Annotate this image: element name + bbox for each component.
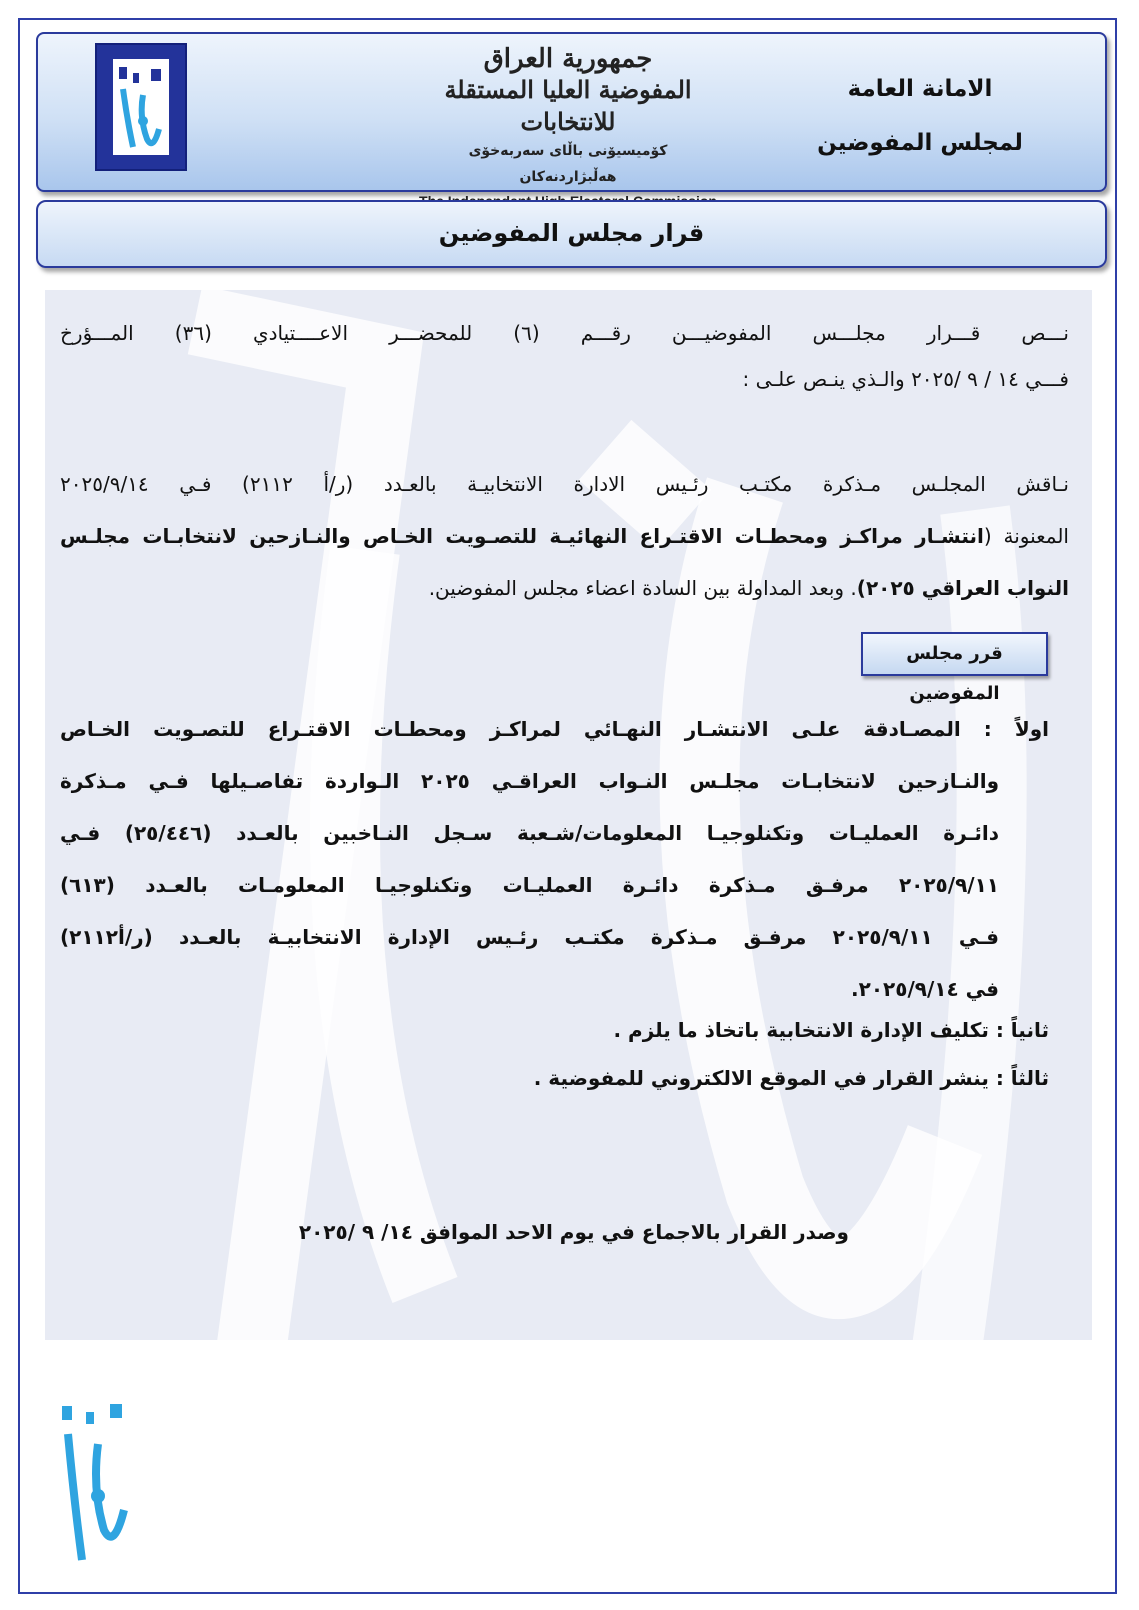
discussion-paragraph: [60, 458, 1069, 614]
item1-line-1: اولاً : المصـادقة علـى الانتشـار النهـائي لمراكـز ومحطـات الاقتـراع للتصـويت الخـاص: [60, 717, 1049, 741]
item1-line-2: والنـازحين لانتخابـات مجلـس النـواب العراقـي ٢٠٢٥ الـواردة تفاصـيلها فـي مـذكرة: [60, 769, 1000, 793]
item1-line-6: في ٢٠٢٥/٩/١٤.: [851, 977, 999, 1001]
discussion-line-3: [60, 562, 1069, 614]
item1-line-5: فـي ٢٠٢٥/٩/١١ مرفـق مـذكرة مكتـب رئـيس الإدارة الانتخابيـة بالعـدد (ر/أ٢١١٢): [60, 925, 999, 949]
item1-line-4: ٢٠٢٥/٩/١١ مرفـق مـذكرة دائـرة العمليـات وتكنلوجيـا المعلومـات بالعـدد (٦١٣): [60, 873, 999, 897]
discussion-line-2-prefix: المعنونة (: [983, 524, 1069, 548]
discussion-line-1: نـاقش المجلـس مـذكرة مكتـب رئـيس الادارة الانتخابيـة بالعـدد (ر/أ ٢١١٢) فـي ٢٠٢٥/٩/١٤: [60, 472, 1069, 496]
intro-line-2: فـــي ١٤ / ٩ /٢٠٢٥ والـذي ينـص علـى :: [742, 367, 1069, 391]
emblem-commission-kurdish: كۆمیسیۆنی باڵای سەربەخۆی هەڵبژاردنەکان: [468, 143, 668, 185]
header-title-line1: الامانة العامة: [847, 76, 993, 102]
commission-emblem: [418, 44, 718, 185]
decision-item-first: [60, 703, 1049, 1015]
discussion-line-3-suffix: . وبعد المداولة بين السادة اعضاء مجلس المفوضين.: [428, 576, 857, 600]
item1-line-3: دائـرة العمليـات وتكنلوجيـا المعلومات/شـعبة سـجل النـاخبين بالعـدد (٢٥/٤٤٦) فـي: [60, 821, 999, 845]
decision-item-second: ثانياً : تكليف الإدارة الانتخابية باتخاذ ما يلزم .: [613, 1018, 1049, 1042]
discussion-subject-end: النواب العراقي ٢٠٢٥): [856, 576, 1069, 600]
logo-figure-icon: [113, 59, 169, 155]
header-title-line2: لمجلس المفوضين: [817, 130, 1023, 156]
discussion-line-2: [60, 510, 1069, 562]
emblem-commission-arabic: المفوضية العليا المستقلة للانتخابات: [444, 75, 692, 136]
intro-paragraph: [60, 310, 1069, 402]
emblem-country: جمهورية العراق: [483, 44, 653, 74]
corner-logo-icon: [52, 1400, 142, 1570]
page-title: قرار مجلس المفوضين: [36, 200, 1107, 268]
decision-heading: قرر مجلس المفوضين: [861, 632, 1048, 676]
letterhead: [36, 32, 1107, 192]
commission-logo: [95, 43, 187, 171]
intro-line-1: نـــص قـــرار مجلـــس المفوضيـــن رقـــم (٦) للمحضـــر الاعــــتيادي (٣٦) المـــؤرخ: [60, 321, 1069, 345]
discussion-subject: انتشـار مراكـز ومحطـات الاقتـراع النهائيـة للتصـويت الخـاص والنـازحين لانتخابـات مجلـس: [60, 524, 984, 548]
decision-item-third: ثالثاً : ينشر القرار في الموقع الالكتروني للمفوضية .: [533, 1066, 1049, 1090]
header-title: [805, 62, 1035, 170]
issue-date-line: وصدر القرار بالاجماع في يوم الاحد الموافق ١٤/ ٩ /٢٠٢٥: [298, 1220, 849, 1244]
